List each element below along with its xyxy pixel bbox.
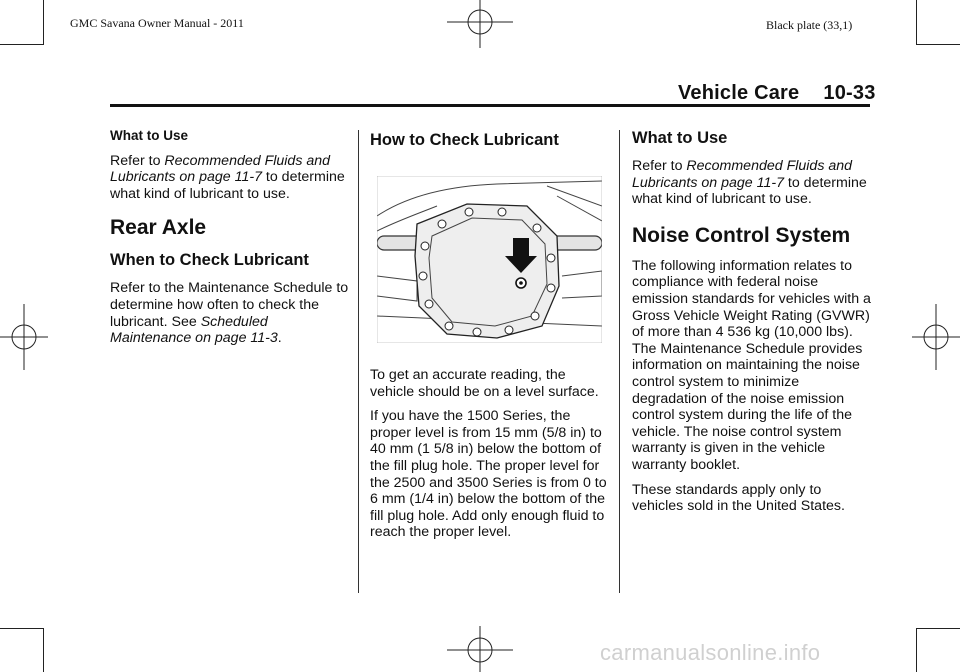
crop-mark <box>916 628 917 672</box>
paragraph: The following information relates to compliance with federal noise emission standards for vehicles with a Gross Vehicle Weight Rating (GVWR) of more than 4 536 kg (10,000 lbs). The Maintenance Schedule provides information on maintaining the noise control system to minimize degradation of the noise emission control system during the life of the vehicle. The noise control system warranty is given in the vehicle warranty booklet. <box>632 257 871 473</box>
reference-link[interactable]: Recommended Fluids and Lubricants on page 11-7 <box>632 158 853 191</box>
page-number: 10-33 <box>823 82 876 104</box>
section-title: Vehicle Care <box>678 82 800 104</box>
column-2-text <box>370 367 610 549</box>
text: to determine what kind of lubricant to use. <box>632 174 867 208</box>
text: Refer to <box>110 152 165 169</box>
manual-header: GMC Savana Owner Manual - 2011 <box>70 16 244 30</box>
header-rule <box>110 104 870 107</box>
registration-mark-top <box>447 0 513 48</box>
watermark: carmanualsonline.info <box>600 640 821 665</box>
column-2 <box>370 130 610 160</box>
registration-mark-left <box>0 304 48 370</box>
reference-link[interactable]: Recommended Fluids and Lubricants on page 11-7 <box>110 152 331 186</box>
text: . <box>277 330 282 347</box>
text: to determine what kind of lubricant to use. <box>110 169 345 202</box>
registration-mark-right <box>912 304 960 370</box>
heading-when-to-check: When to Check Lubricant <box>110 251 309 270</box>
crop-mark <box>916 628 960 629</box>
paragraph <box>632 158 872 208</box>
heading-how-to-check: How to Check Lubricant <box>370 131 559 149</box>
crop-mark <box>43 628 44 672</box>
column-divider <box>358 130 359 593</box>
column-divider <box>619 130 620 593</box>
column-1 <box>110 128 350 355</box>
crop-mark <box>43 0 44 44</box>
paragraph: If you have the 1500 Series, the proper level is from 15 mm (5/8 in) to 40 mm (1 5/8 in) below the bottom of the fill plug hole. The proper level for the 2500 and 3500 Series is from 0 to 6 mm (1/4 in) below the bottom of the fill plug hole. Add only enough fluid to reach the proper level. <box>370 408 607 541</box>
crop-mark <box>916 0 917 44</box>
paragraph: These standards apply only to vehicles sold in the United States. <box>632 481 845 515</box>
heading-noise-control: Noise Control System <box>632 223 851 247</box>
text: Refer to <box>632 158 687 174</box>
heading-rear-axle: Rear Axle <box>110 216 207 240</box>
column-3 <box>632 128 872 523</box>
crop-mark <box>0 44 44 45</box>
reference-link[interactable]: Scheduled Maintenance on page 11-3 <box>110 313 278 347</box>
plate-header: Black plate (33,1) <box>766 18 853 32</box>
heading-what-to-use: What to Use <box>110 128 189 143</box>
paragraph <box>110 153 350 203</box>
paragraph: To get an accurate reading, the vehicle should be on a level surface. <box>370 367 599 400</box>
crop-mark <box>0 628 44 629</box>
section-heading <box>678 82 876 105</box>
crop-mark <box>916 44 960 45</box>
text: Refer to the Maintenance Schedule to determine how often to check the lubricant. See <box>110 280 349 330</box>
registration-mark-bottom <box>447 626 513 672</box>
heading-what-to-use: What to Use <box>632 129 728 147</box>
rear-axle-illustration <box>377 176 602 343</box>
paragraph <box>110 280 350 346</box>
